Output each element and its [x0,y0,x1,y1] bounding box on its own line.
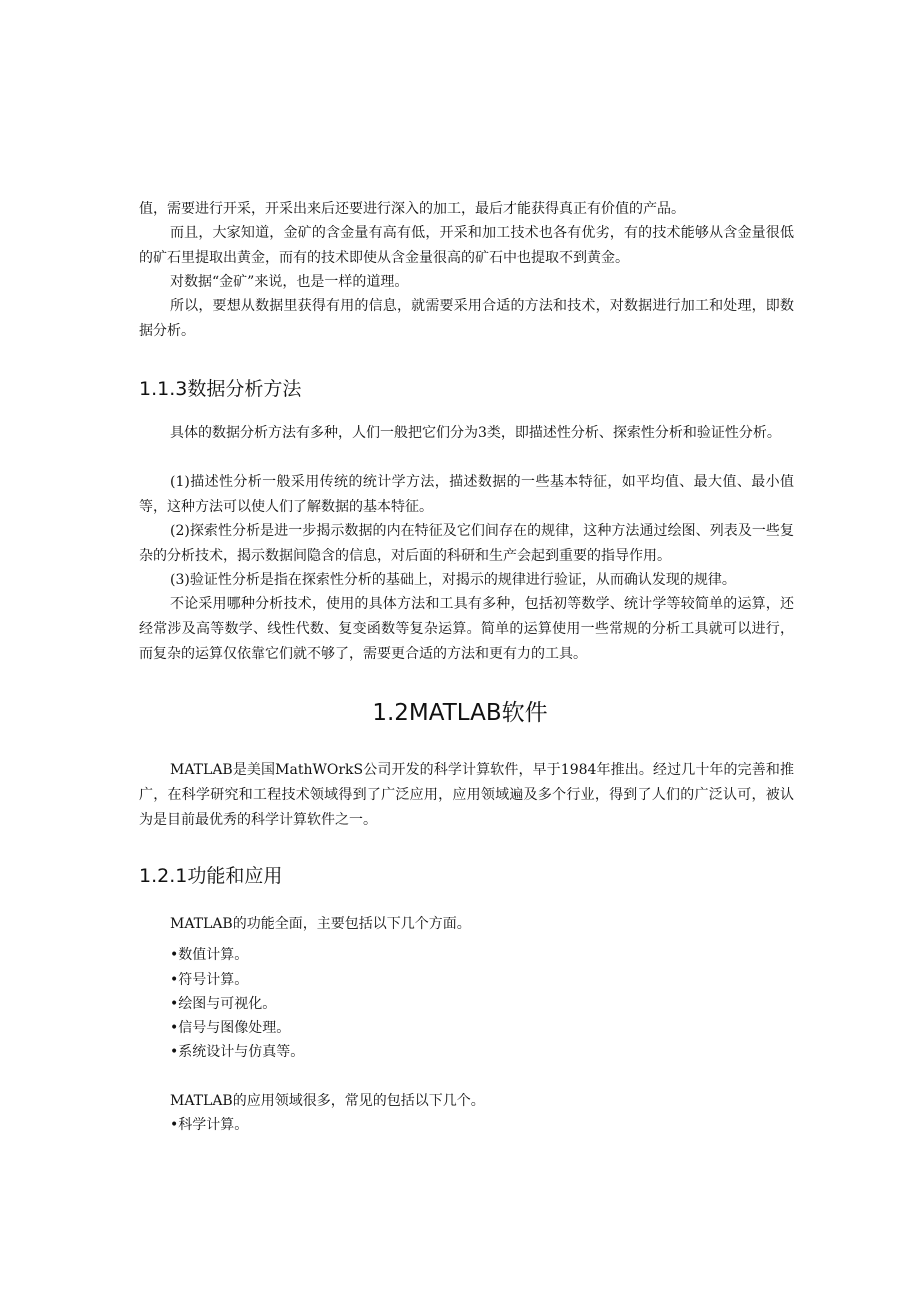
paragraph-confirmatory: (3)验证性分析是指在探索性分析的基础上，对揭示的规律进行验证，从而确认发现的规律。 [170,572,736,588]
paragraph-applications-intro: MATLAB的应用领域很多，常见的包括以下几个。 [170,1093,485,1109]
paragraph-matlab-intro: MATLAB是美国MathWOrkS公司开发的科学计算软件，早于1984年推出。经过几十年的完善和推广，在科学研究和工程技术领域得到了广泛应用，应用领域遍及多个行业，得到了人们的广泛认可，被认为是目前最优秀的科学计算软件之一。 [139,762,794,828]
heading-1-1-3: 1.1.3数据分析方法 [139,378,302,400]
paragraph-intro-continuation: 值，需要进行开采，开采出来后还要进行深入的加工，最后才能获得真正有价值的产品。 [139,201,685,217]
paragraph-data-gold: 对数据“金矿”来说，也是一样的道理。 [170,274,409,290]
paragraph-conclusion: 所以，要想从数据里获得有用的信息，就需要采用合适的方法和技术，对数据进行加工和处理，即数据分析。 [139,298,794,339]
list-item: •绘图与可视化。 [170,996,277,1012]
list-item: •系统设计与仿真等。 [170,1044,305,1060]
paragraph-functions-intro: MATLAB的功能全面，主要包括以下几个方面。 [170,916,471,932]
paragraph-analysis-methods: 具体的数据分析方法有多种，人们一般把它们分为3类，即描述性分析、探索性分析和验证性分析。 [170,425,781,441]
heading-1-2-1: 1.2.1功能和应用 [139,865,283,887]
list-item: •符号计算。 [170,972,249,988]
paragraph-descriptive: (1)描述性分析一般采用传统的统计学方法，描述数据的一些基本特征，如平均值、最大值、最小值等，这种方法可以使人们了解数据的基本特征。 [139,474,794,515]
list-item: •数值计算。 [170,947,249,963]
list-item: •科学计算。 [170,1117,249,1133]
paragraph-tools: 不论采用哪种分析技术，使用的具体方法和工具有多种，包括初等数学、统计学等较简单的运算，还经常涉及高等数学、线性代数、复变函数等复杂运算。简单的运算使用一些常规的分析工具就可以进行，而复杂的运算仅依靠它们就不够了，需要更合适的方法和更有力的工具。 [139,596,794,662]
heading-1-2: 1.2MATLAB软件 [372,700,548,726]
paragraph-gold-ore: 而且，大家知道，金矿的含金量有高有低，开采和加工技术也各有优劣，有的技术能够从含金量很低的矿石里提取出黄金，而有的技术即使从含金量很高的矿石中也提取不到黄金。 [139,225,794,266]
list-item: •信号与图像处理。 [170,1020,291,1036]
paragraph-exploratory: (2)探索性分析是进一步揭示数据的内在特征及它们间存在的规律，这种方法通过绘图、列表及一些复杂的分析技术，揭示数据间隐含的信息，对后面的科研和生产会起到重要的指导作用。 [139,523,794,564]
